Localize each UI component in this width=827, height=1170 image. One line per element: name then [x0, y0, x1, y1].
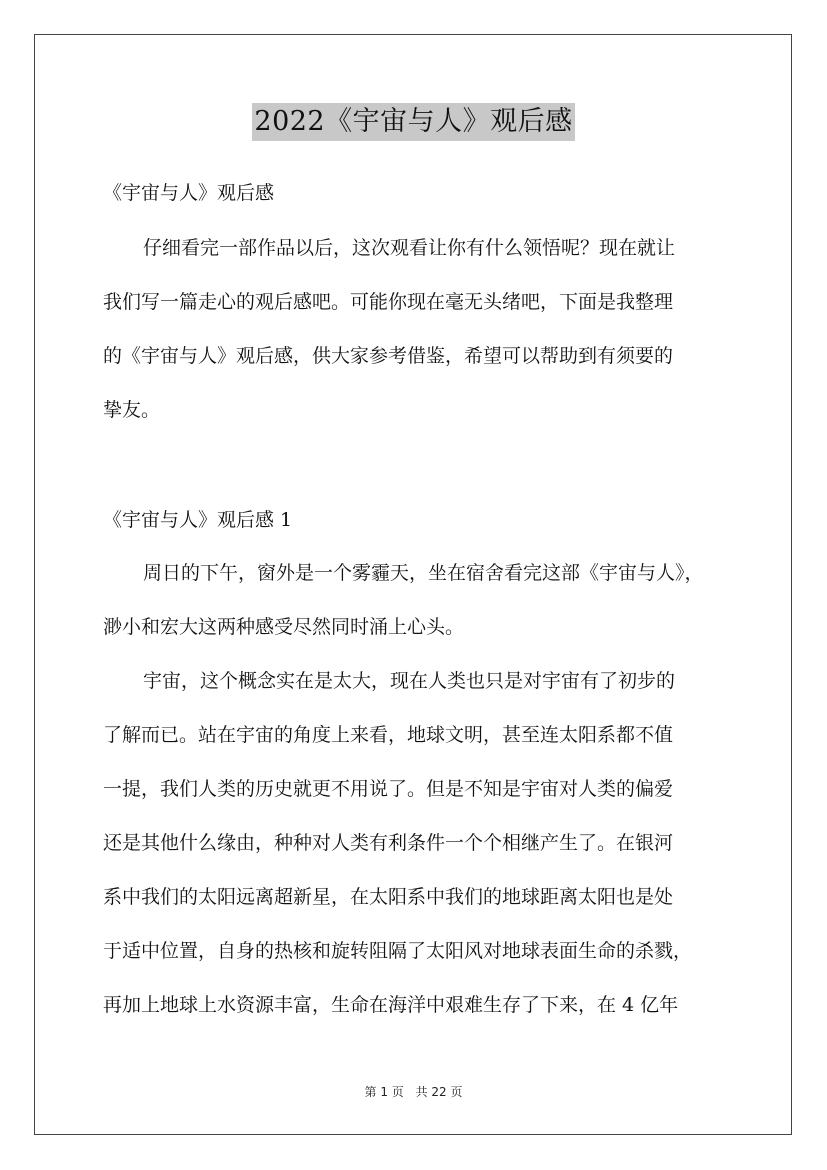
document-title: 2022《宇宙与人》观后感 [252, 103, 574, 141]
para2-line: 系中我们的太阳远离超新星，在太阳系中我们的地球距离太阳也是处 [103, 886, 674, 908]
para2-line: 一提，我们人类的历史就更不用说了。但是不知是宇宙对人类的偏爱 [103, 778, 674, 800]
para1-line: 渺小和宏大这两种感受尽然同时涌上心头。 [103, 616, 465, 638]
para2-line: 宇宙，这个概念实在是太大，现在人类也只是对宇宙有了初步的 [143, 670, 676, 692]
subtitle: 《宇宙与人》观后感 [103, 182, 275, 204]
title-container [0, 103, 827, 141]
section-heading: 《宇宙与人》观后感 1 [103, 509, 293, 531]
page-number-current: 第 1 页 [364, 1085, 404, 1099]
intro-line: 挚友。 [103, 399, 161, 421]
para2-line: 了解而已。站在宇宙的角度上来看，地球文明，甚至连太阳系都不值 [103, 724, 674, 746]
para2-line: 再加上地球上水资源丰富，生命在海洋中艰难生存了下来，在 4 亿年 [103, 994, 679, 1016]
page-number-total: 共 22 页 [415, 1085, 463, 1099]
intro-line: 仔细看完一部作品以后，这次观看让你有什么领悟呢？现在就让 [143, 237, 676, 259]
page-footer [0, 1083, 827, 1100]
para2-line: 于适中位置，自身的热核和旋转阻隔了太阳风对地球表面生命的杀戮， [103, 940, 693, 962]
para1-line: 周日的下午，窗外是一个雾霾天，坐在宿舍看完这部《宇宙与人》， [143, 562, 704, 584]
intro-line: 的《宇宙与人》观后感，供大家参考借鉴，希望可以帮助到有须要的 [103, 345, 674, 367]
intro-line: 我们写一篇走心的观后感吧。可能你现在毫无头绪吧，下面是我整理 [103, 291, 674, 313]
para2-line: 还是其他什么缘由，种种对人类有利条件一个个相继产生了。在银河 [103, 832, 674, 854]
